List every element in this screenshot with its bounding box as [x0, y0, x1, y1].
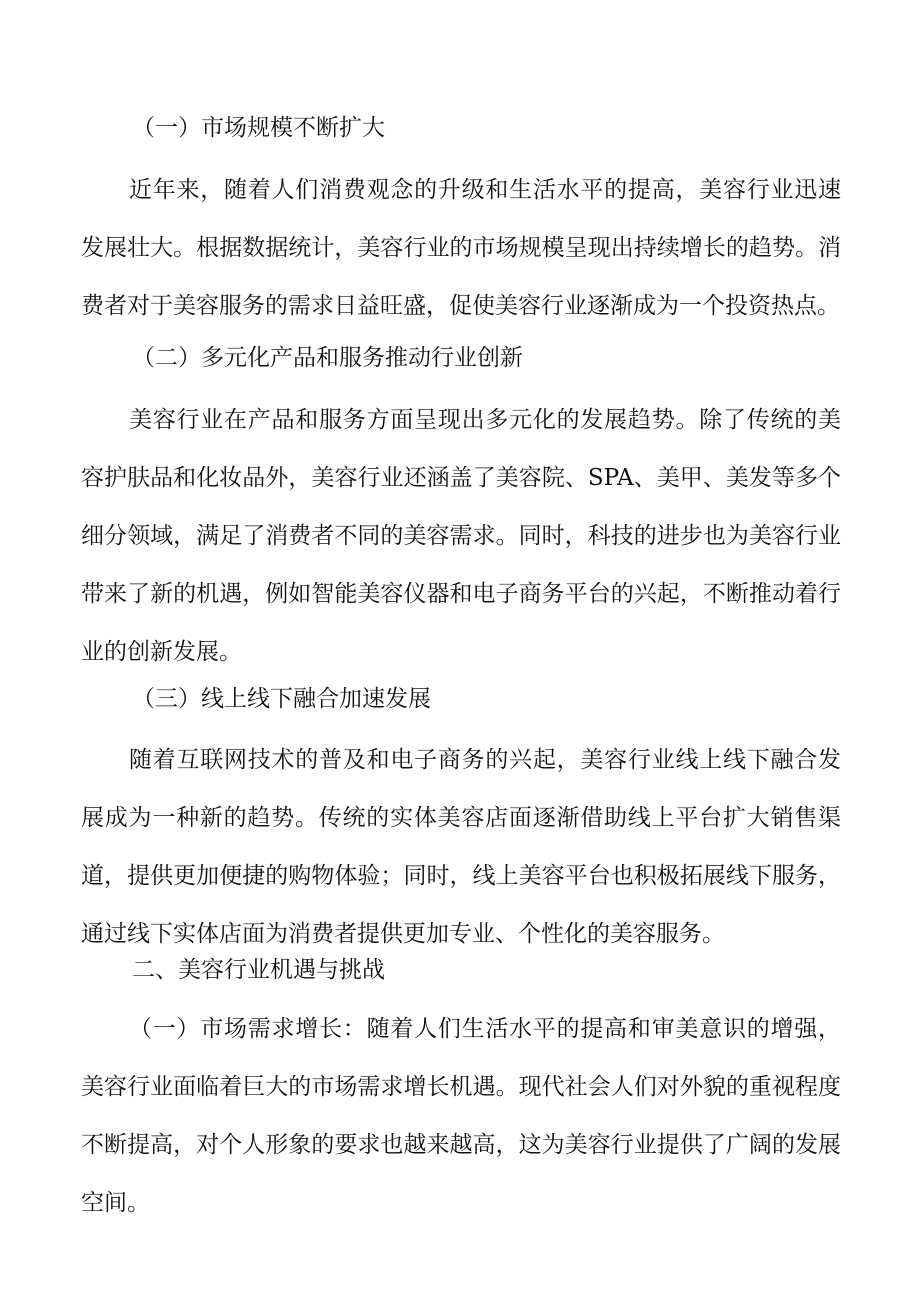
paragraph-diversified-products: 美容行业在产品和服务方面呈现出多元化的发展趋势。除了传统的美容护肤品和化妆品外，美容行业还涵盖了美容院、SPA、美甲、美发等多个细分领域，满足了消费者不同的美容需求。同时，科技的进步也为美容行业带来了新的机遇，例如智能美容仪器和电子商务平台的兴起，不断推动着行业的创新发展。: [81, 407, 841, 665]
paragraph-online-offline: 随着互联网技术的普及和电子商务的兴起，美容行业线上线下融合发展成为一种新的趋势。传统的实体美容店面逐渐借助线上平台扩大销售渠道，提供更加便捷的购物体验；同时，线上美容平台也积极拓展线下服务，通过线下实体店面为消费者提供更加专业、个性化的美容服务。: [81, 747, 841, 947]
chapter-heading-opportunities: 二、美容行业机遇与挑战: [132, 957, 385, 983]
paragraph-market-scale: 近年来，随着人们消费观念的升级和生活水平的提高，美容行业迅速发展壮大。根据数据统计，美容行业的市场规模呈现出持续增长的趋势。消费者对于美容服务的需求日益旺盛，促使美容行业逐渐成为一个投资热点。: [81, 177, 841, 319]
paragraph-market-demand: （一）市场需求增长：随着人们生活水平的提高和审美意识的增强，美容行业面临着巨大的市场需求增长机遇。现代社会人们对外貌的重视程度不断提高，对个人形象的要求也越来越高，这为美容行业提供了广阔的发展空间。: [81, 1016, 841, 1216]
section-heading-online-offline: （三）线上线下融合加速发展: [132, 686, 431, 712]
section-heading-market-scale: （一）市场规模不断扩大: [132, 115, 385, 141]
section-heading-diversified-products: （二）多元化产品和服务推动行业创新: [132, 345, 523, 371]
